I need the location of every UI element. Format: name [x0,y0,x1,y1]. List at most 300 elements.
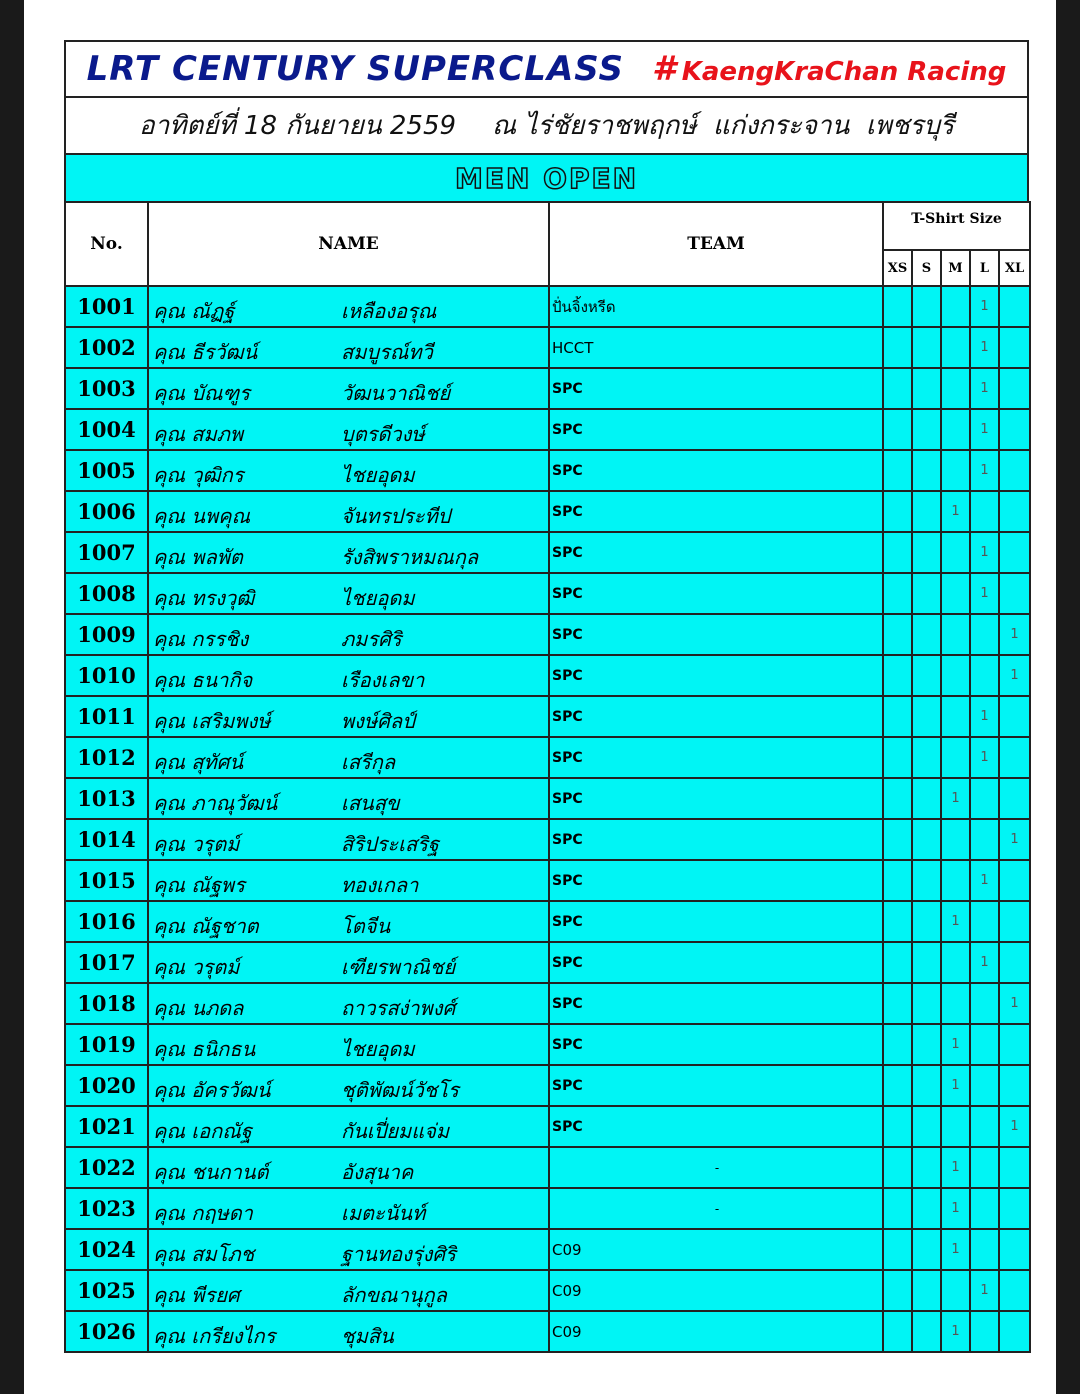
size-cell-s [912,327,941,368]
table-row [65,532,1030,573]
team-cell: SPC [549,778,883,819]
team-cell: SPC [549,1106,883,1147]
size-cell-xl [999,1229,1030,1270]
size-cell-s [912,737,941,778]
participant-name [148,1270,549,1311]
participant-name [148,819,549,860]
team-cell: SPC [549,860,883,901]
first-name: คุณ เกรียงไกร [153,1324,276,1348]
participant-number: 1011 [65,696,148,737]
team-cell: SPC [549,450,883,491]
size-cell-s [912,696,941,737]
hash-symbol: # [652,49,676,89]
participant-name [148,450,549,491]
participant-number: 1022 [65,1147,148,1188]
size-cell-m [941,696,970,737]
first-name: คุณ ทรงวุฒิ [153,586,255,610]
size-cell-l [970,1147,999,1188]
size-cell-l [970,1229,999,1270]
size-cell-l [970,778,999,819]
size-cell-xs [883,368,912,409]
size-cell-m [941,450,970,491]
first-name: คุณ วรุตม์ [153,955,240,979]
team-cell: C09 [549,1229,883,1270]
size-cell-l: 1 [970,409,999,450]
header-size-xl: XL [999,250,1030,286]
table-row [65,737,1030,778]
size-cell-xs [883,1311,912,1352]
header-size-s: S [912,250,941,286]
size-cell-s [912,614,941,655]
size-cell-s [912,819,941,860]
first-name: คุณ พีรยศ [153,1283,240,1307]
size-cell-xl: 1 [999,655,1030,696]
participant-number: 1003 [65,368,148,409]
first-name: คุณ อัครวัฒน์ [153,1078,271,1102]
size-cell-s [912,286,941,327]
size-cell-xl [999,450,1030,491]
table-row [65,286,1030,327]
table-row [65,1106,1030,1147]
size-cell-l [970,983,999,1024]
first-name: คุณ ธนิกธน [153,1037,256,1061]
table-row [65,450,1030,491]
size-cell-xs [883,1147,912,1188]
last-name: บุตรดีวงษ์ [341,422,425,446]
participant-name [148,1024,549,1065]
size-cell-s [912,1147,941,1188]
size-cell-l: 1 [970,860,999,901]
size-cell-s [912,942,941,983]
last-name: ไชยอุดม [341,463,415,487]
last-name: เรืองเลขา [341,668,425,692]
size-cell-s [912,1311,941,1352]
team-cell: HCCT [549,327,883,368]
size-cell-s [912,901,941,942]
category-row [64,155,1029,201]
last-name: ลักขณานุกูล [341,1283,447,1307]
team-cell: ปั่นจิ้งหรีด [549,286,883,327]
team-cell: SPC [549,532,883,573]
size-cell-xl [999,1311,1030,1352]
team-cell: SPC [549,491,883,532]
first-name: คุณ ชนกานต์ [153,1160,269,1184]
size-cell-xl [999,327,1030,368]
participant-name [148,901,549,942]
team-cell: SPC [549,737,883,778]
size-cell-l: 1 [970,532,999,573]
header-name: NAME [148,202,549,286]
first-name: คุณ ภาณุวัฒน์ [153,791,278,815]
table-row [65,1311,1030,1352]
last-name: ถาวรสง่าพงศ์ [341,996,456,1020]
size-cell-xl [999,409,1030,450]
table-row [65,1270,1030,1311]
table-row [65,409,1030,450]
participant-number: 1007 [65,532,148,573]
table-row [65,778,1030,819]
size-cell-xl [999,491,1030,532]
title-row [64,40,1029,97]
participant-number: 1021 [65,1106,148,1147]
size-cell-l: 1 [970,1270,999,1311]
size-cell-xl [999,942,1030,983]
participant-name [148,655,549,696]
table-row [65,942,1030,983]
size-cell-s [912,1106,941,1147]
size-cell-s [912,1024,941,1065]
first-name: คุณ เอกณัฐ [153,1119,252,1143]
organizer-name: KaengKraChan Racing [681,57,1007,87]
size-cell-m [941,409,970,450]
size-cell-l: 1 [970,450,999,491]
participant-number: 1026 [65,1311,148,1352]
size-cell-xl [999,286,1030,327]
size-cell-xl [999,860,1030,901]
size-cell-xs [883,942,912,983]
participant-number: 1020 [65,1065,148,1106]
size-cell-m: 1 [941,1229,970,1270]
size-cell-m: 1 [941,491,970,532]
category-title: MEN OPEN [454,161,639,195]
last-name: สมบูรณ์ทวี [341,340,433,364]
size-cell-l: 1 [970,573,999,614]
size-cell-xl: 1 [999,1106,1030,1147]
participant-number: 1010 [65,655,148,696]
participant-name [148,286,549,327]
team-cell: C09 [549,1270,883,1311]
table-row [65,819,1030,860]
table-row [65,1024,1030,1065]
header-size-xs: XS [883,250,912,286]
size-cell-xl [999,368,1030,409]
size-cell-m [941,532,970,573]
size-cell-m: 1 [941,1188,970,1229]
size-cell-m: 1 [941,1311,970,1352]
team-cell: SPC [549,942,883,983]
team-cell: SPC [549,983,883,1024]
participant-name [148,573,549,614]
table-row [65,1147,1030,1188]
size-cell-l [970,1311,999,1352]
size-cell-l: 1 [970,737,999,778]
size-cell-xs [883,1188,912,1229]
size-cell-m [941,819,970,860]
participant-number: 1001 [65,286,148,327]
header-team: TEAM [549,202,883,286]
header-tshirt-size: T-Shirt Size [883,202,1030,250]
first-name: คุณ เสริมพงษ์ [153,709,271,733]
last-name: กันเปี่ยมแจ่ม [341,1119,450,1143]
table-row [65,573,1030,614]
size-cell-xs [883,778,912,819]
header-size-m: M [941,250,970,286]
table-row [65,1065,1030,1106]
size-cell-m [941,286,970,327]
event-venue: ณ ไร่ชัยราชพฤกษ์ แก่งกระจาน เพชรบุรี [492,111,954,141]
size-cell-s [912,1270,941,1311]
size-cell-s [912,450,941,491]
size-cell-m: 1 [941,1065,970,1106]
table-row [65,696,1030,737]
size-cell-xs [883,286,912,327]
date-venue-row [64,97,1029,155]
participant-number: 1004 [65,409,148,450]
size-cell-m: 1 [941,901,970,942]
team-cell: SPC [549,901,883,942]
first-name: คุณ ธนากิจ [153,668,253,692]
first-name: คุณ สมโภช [153,1242,255,1266]
first-name: คุณ กฤษดา [153,1201,253,1225]
last-name: ไชยอุดม [341,1037,415,1061]
size-cell-m [941,860,970,901]
participant-number: 1025 [65,1270,148,1311]
size-cell-s [912,573,941,614]
registration-sheet [64,40,1029,1353]
first-name: คุณ นภดล [153,996,244,1020]
size-cell-xs [883,573,912,614]
header-no: No. [65,202,148,286]
last-name: ชุมสิน [341,1324,394,1348]
participant-number: 1023 [65,1188,148,1229]
participant-number: 1016 [65,901,148,942]
size-cell-m [941,942,970,983]
team-cell: SPC [549,655,883,696]
size-cell-xs [883,655,912,696]
size-cell-xs [883,1106,912,1147]
size-cell-xl [999,573,1030,614]
size-cell-xs [883,1065,912,1106]
size-cell-xl: 1 [999,819,1030,860]
team-cell: SPC [549,368,883,409]
size-cell-l [970,614,999,655]
first-name: คุณ พลพัต [153,545,243,569]
size-cell-m [941,983,970,1024]
size-cell-xs [883,696,912,737]
team-cell: SPC [549,1024,883,1065]
size-cell-xs [883,1270,912,1311]
participant-name [148,368,549,409]
size-cell-xs [883,450,912,491]
participant-number: 1012 [65,737,148,778]
first-name: คุณ ณัฐพร [153,873,245,897]
table-row [65,614,1030,655]
last-name: พงษ์ศิลป์ [341,709,415,733]
size-cell-xs [883,614,912,655]
size-cell-xl [999,532,1030,573]
last-name: ชุติพัฒน์วัชโร [341,1078,459,1102]
participant-number: 1013 [65,778,148,819]
size-cell-xl [999,737,1030,778]
size-cell-xl [999,1147,1030,1188]
size-cell-xs [883,983,912,1024]
participant-number: 1017 [65,942,148,983]
size-cell-xs [883,532,912,573]
size-cell-m [941,327,970,368]
last-name: ฐานทองรุ่งศิริ [341,1242,456,1266]
size-cell-l [970,491,999,532]
participants-table [64,201,1031,1353]
size-cell-l [970,901,999,942]
size-cell-l: 1 [970,942,999,983]
size-cell-xl [999,1024,1030,1065]
team-cell: SPC [549,614,883,655]
size-cell-s [912,778,941,819]
participant-name [148,1188,549,1229]
size-cell-xl [999,1270,1030,1311]
last-name: เมตะนันท์ [341,1201,426,1225]
size-cell-l: 1 [970,368,999,409]
size-cell-l [970,1024,999,1065]
first-name: คุณ ณัฐชาต [153,914,259,938]
team-cell: SPC [549,573,883,614]
size-cell-xs [883,1024,912,1065]
participant-name [148,778,549,819]
last-name: รังสิพราหมณกุล [341,545,479,569]
first-name: คุณ นพคุณ [153,504,251,528]
participant-number: 1009 [65,614,148,655]
size-cell-xs [883,819,912,860]
first-name: คุณ กรรชิง [153,627,249,651]
event-date: อาทิตย์ที่ 18 กันยายน 2559 [139,111,457,141]
team-cell: C09 [549,1311,883,1352]
size-cell-xs [883,901,912,942]
size-cell-xl: 1 [999,983,1030,1024]
size-cell-xs [883,1229,912,1270]
last-name: เฑียรพาณิชย์ [341,955,456,979]
size-cell-s [912,532,941,573]
participant-name [148,860,549,901]
size-cell-s [912,983,941,1024]
participant-name [148,614,549,655]
table-row [65,901,1030,942]
size-cell-l: 1 [970,696,999,737]
size-cell-l [970,655,999,696]
size-cell-xs [883,327,912,368]
size-cell-s [912,491,941,532]
size-cell-s [912,1188,941,1229]
team-cell: - [549,1147,883,1188]
participant-name [148,409,549,450]
size-cell-xl [999,901,1030,942]
size-cell-xl [999,1065,1030,1106]
first-name: คุณ วรุตม์ [153,832,240,856]
first-name: คุณ สมภพ [153,422,244,446]
first-name: คุณ วุฒิกร [153,463,244,487]
size-cell-xl [999,778,1030,819]
participant-name [148,696,549,737]
header-size-l: L [970,250,999,286]
size-cell-m [941,1106,970,1147]
table-row [65,1229,1030,1270]
participant-name [148,983,549,1024]
team-cell: SPC [549,409,883,450]
participant-name [148,1147,549,1188]
document-page [24,0,1056,1394]
size-cell-xs [883,409,912,450]
first-name: คุณ บัณฑูร [153,381,250,405]
last-name: จันทรประทีป [341,504,451,528]
first-name: คุณ ณัฏฐ์ [153,299,235,323]
size-cell-xl [999,696,1030,737]
size-cell-xl: 1 [999,614,1030,655]
team-cell: SPC [549,1065,883,1106]
size-cell-m [941,737,970,778]
last-name: เสรีกุล [341,750,396,774]
participant-number: 1014 [65,819,148,860]
size-cell-m [941,368,970,409]
participant-name [148,1311,549,1352]
size-cell-m: 1 [941,1024,970,1065]
participant-number: 1008 [65,573,148,614]
team-cell: SPC [549,819,883,860]
size-cell-s [912,368,941,409]
table-row [65,655,1030,696]
last-name: อังสุนาค [341,1160,414,1184]
size-cell-xs [883,737,912,778]
participant-name [148,1106,549,1147]
table-row [65,1188,1030,1229]
last-name: โตจีน [341,914,391,938]
first-name: คุณ ธีรวัฒน์ [153,340,258,364]
last-name: ภมรศิริ [341,627,402,651]
size-cell-l: 1 [970,327,999,368]
last-name: ไชยอุดม [341,586,415,610]
first-name: คุณ สุทัศน์ [153,750,244,774]
table-row [65,860,1030,901]
last-name: ทองเกลา [341,873,419,897]
participant-number: 1018 [65,983,148,1024]
last-name: วัฒนวาณิชย์ [341,381,451,405]
table-row [65,491,1030,532]
size-cell-m [941,655,970,696]
last-name: เสนสุข [341,791,400,815]
size-cell-s [912,409,941,450]
team-cell: SPC [549,696,883,737]
event-subtitle [652,49,1006,89]
last-name: สิริประเสริฐ [341,832,439,856]
last-name: เหลืองอรุณ [341,299,437,323]
size-cell-xs [883,860,912,901]
size-cell-m: 1 [941,1147,970,1188]
participant-number: 1006 [65,491,148,532]
size-cell-m: 1 [941,778,970,819]
participant-number: 1015 [65,860,148,901]
team-cell: - [549,1188,883,1229]
participant-name [148,1229,549,1270]
size-cell-m [941,614,970,655]
size-cell-s [912,1065,941,1106]
table-row [65,327,1030,368]
size-cell-l [970,1188,999,1229]
size-cell-l [970,1065,999,1106]
event-title: LRT CENTURY SUPERCLASS [86,49,625,89]
participant-name [148,942,549,983]
size-cell-xl [999,1188,1030,1229]
participant-name [148,1065,549,1106]
participant-number: 1005 [65,450,148,491]
table-row [65,368,1030,409]
size-cell-s [912,860,941,901]
size-cell-s [912,1229,941,1270]
size-cell-m [941,1270,970,1311]
size-cell-m [941,573,970,614]
participant-number: 1002 [65,327,148,368]
size-cell-l: 1 [970,286,999,327]
participant-name [148,491,549,532]
participant-number: 1019 [65,1024,148,1065]
size-cell-s [912,655,941,696]
